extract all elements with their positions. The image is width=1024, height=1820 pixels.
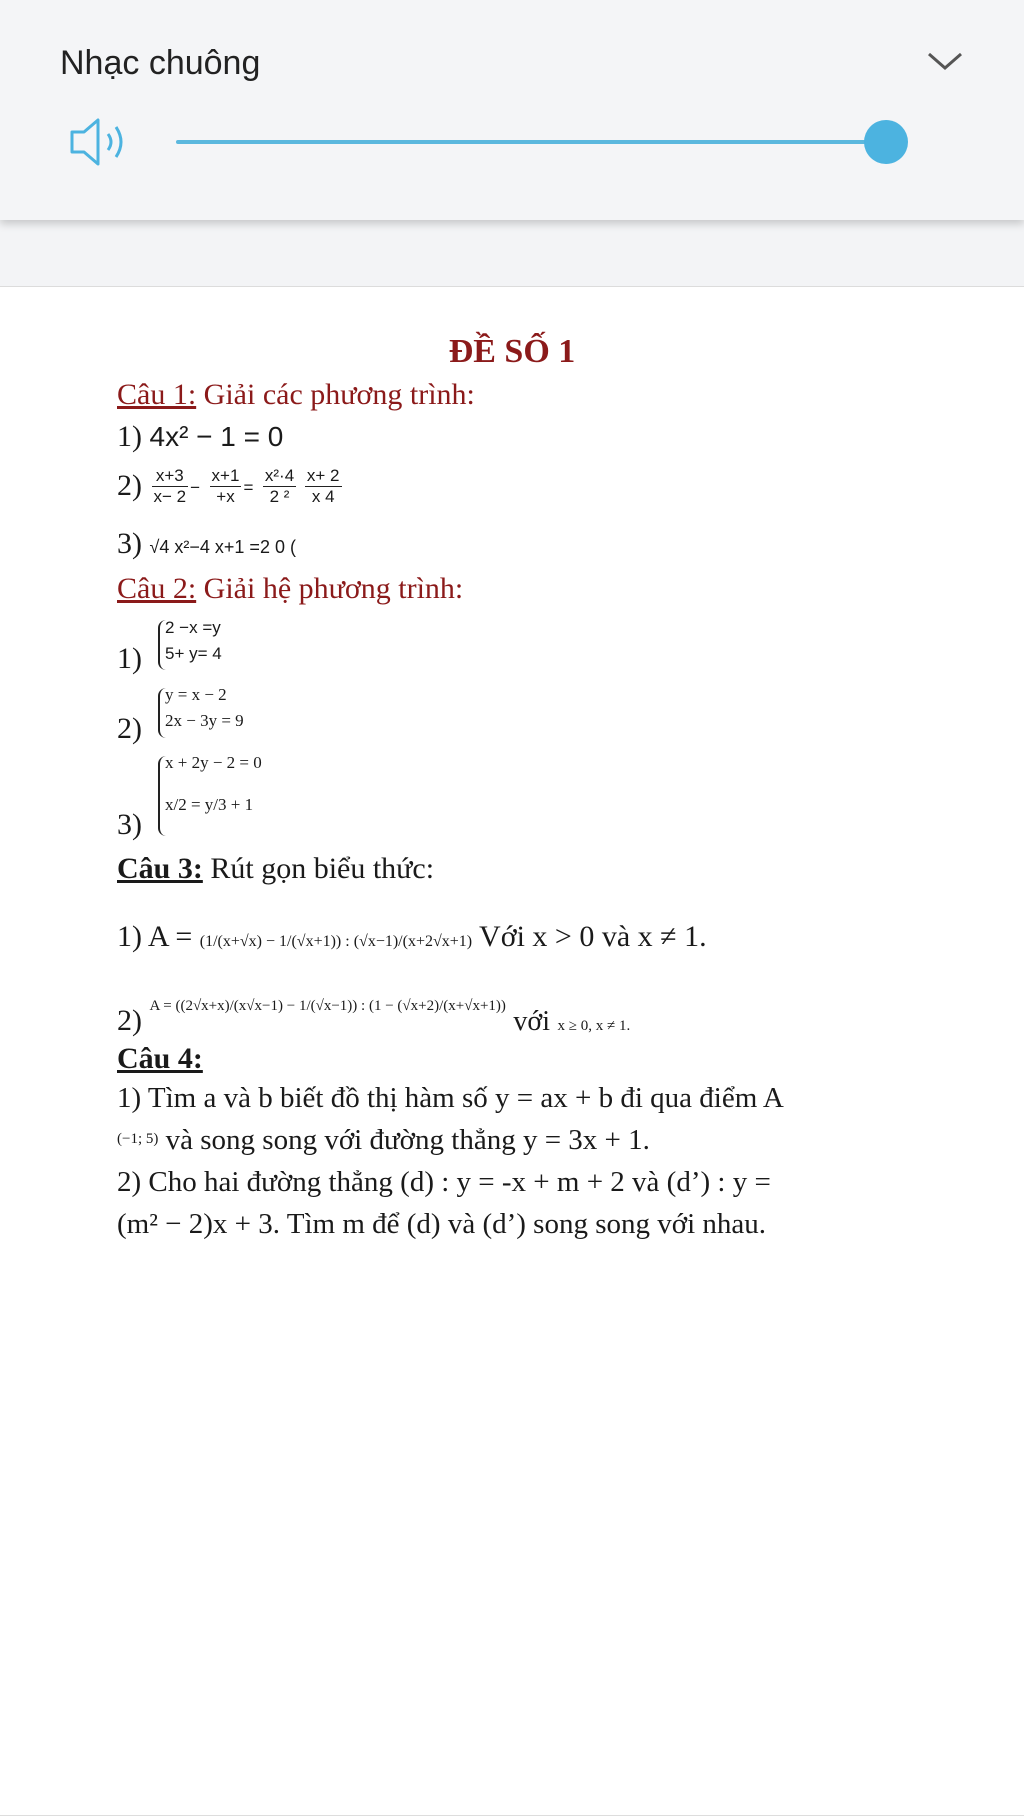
q1-item-3: 3) √4 x²−4 x+1 =2 0 ( [117,527,296,560]
q2-item-3-number: 3) [117,808,142,841]
q3-item-2: 2) $^{A = ((2√x+x)/(x√x-1) - 1/(√x-1)) : (1 - (√x+2)/(x+√x+1))}$ với x ≥ 0, x ≠ 1. [117,998,631,1037]
q2-item-1-line-2: 5+ y= 4 [165,644,222,663]
fraction: $\frac{x+1}{+x}$ [211,466,240,506]
q1-item-1: 1) 4x² − 1 = 0 [117,420,284,453]
divider [0,1815,1024,1816]
fraction: $\frac{x+ 2}{x 4}$ [306,466,340,506]
question-1-text: Giải các phương trình: [196,378,475,411]
chevron-down-icon[interactable] [925,46,965,76]
question-2-label: Câu 2: [117,572,197,605]
volume-slider-track[interactable] [176,140,886,144]
page-title: ĐỀ SỐ 1 [448,333,576,370]
q2-item-1-number: 1) [117,642,142,675]
q1-item-2: 2) $\frac{x+3}{x- 2}$ − $\frac{x+1}{+x}$ = $\frac{\text{x²·4}}{\text{2 ²}}$ $\frac{x+ 2}{x 4}$ [117,466,340,506]
ringtone-title: Nhạc chuông [60,44,261,82]
q4-line-1: 1) Tìm a và b biết đồ thị hàm số y = ax + b đi qua điểm A [117,1082,784,1114]
question-3-heading [117,852,434,886]
question-3-text: Rút gọn biểu thức: [202,852,435,885]
q2-item-2-number: 2) [117,712,142,745]
ringtone-volume-panel [0,0,1024,220]
q4-line-2: $^{(-1; 5)}$ và song song với đường thẳng y = 3x + 1. [117,1124,650,1156]
q3-item-1-expression: (1/(x+√x) − 1/(√x+1)) : (√x−1)/(x+2√x+1) [199,933,473,950]
question-1-label: Câu 1: [117,378,197,411]
volume-slider-thumb[interactable] [864,120,908,164]
q4-line-3: 2) Cho hai đường thẳng (d) : y = -x + m + 2 và (d’) : y = [117,1166,771,1198]
question-3-label: Câu 3: [117,852,203,885]
q3-item-1: 1) A = (1/(x+√x) − 1/(√x+1)) : (√x−1)/(x+2√x+1) Với x > 0 và x ≠ 1. [117,920,707,953]
q3-item-2-expression: A = ((2√x+x)/(x√x−1) − 1/(√x−1)) : (1 − (√x+2)/(x+√x+1)) [149,998,506,1014]
question-2-heading [117,572,463,606]
q4-line-4: (m² − 2)x + 3. Tìm m để (d) và (d’) song song với nhau. [117,1208,767,1240]
question-1-heading [117,378,475,412]
q2-item-2-line-2: 2x − 3y = 9 [165,711,244,730]
q2-item-1-line-1: 2 −x =y [165,618,221,637]
question-2-text: Giải hệ phương trình: [196,572,464,605]
fraction: $\frac{\text{x²·4}}{\text{2 ²}}$ [264,466,295,506]
q2-item-3-line-2: x/2 = y/3 + 1 [165,795,254,814]
q2-item-3-line-1: x + 2y − 2 = 0 [165,753,262,772]
speaker-icon[interactable] [68,114,134,170]
q2-item-2-line-1: y = x − 2 [165,685,227,704]
fraction: $\frac{x+3}{x- 2}$ [153,466,187,506]
question-4-label: Câu 4: [117,1042,203,1075]
